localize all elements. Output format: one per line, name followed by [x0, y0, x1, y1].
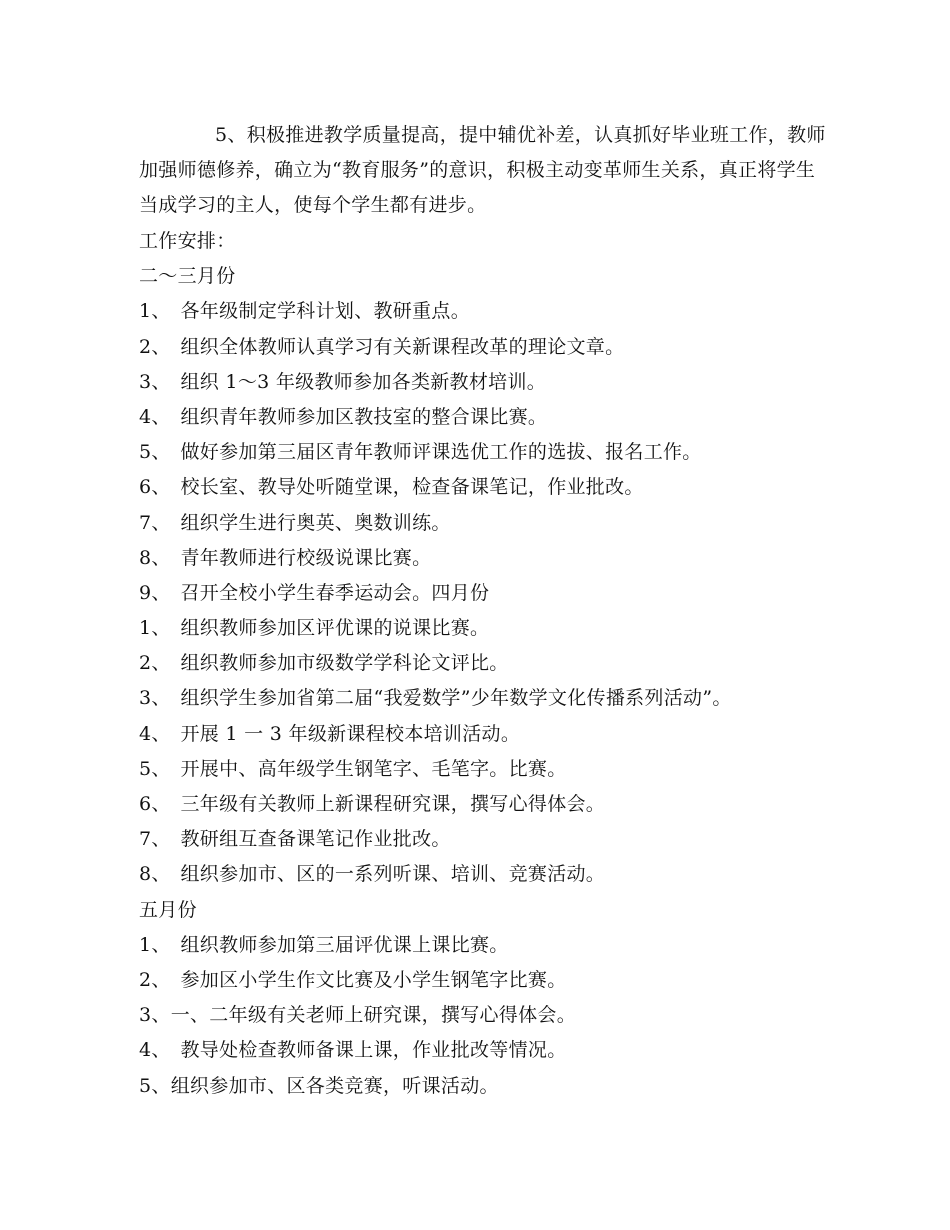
list-item: 3、 组织 1～3 年级教师参加各类新教材培训。 [139, 370, 547, 393]
schedule-list [139, 224, 879, 1104]
list-item: 8、 组织参加市、区的一系列听课、培训、竞赛活动。 [139, 863, 606, 886]
list-item: 1、 各年级制定学科计划、教研重点。 [139, 300, 470, 323]
list-item: 5、 做好参加第三届区青年教师评课选优工作的选拔、报名工作。 [139, 441, 702, 464]
list-item: 8、 青年教师进行校级说课比赛。 [139, 546, 432, 569]
list-item: 3、 组织学生参加省第二届“我爱数学”少年数学文化传播系列活动”。 [139, 687, 732, 710]
section-heading-work-arrangement: 工作安排： [139, 230, 236, 252]
list-item: 7、 组织学生进行奥英、奥数训练。 [139, 511, 451, 534]
list-item: 6、 三年级有关教师上新课程研究课，撰写心得体会。 [139, 793, 606, 815]
list-item: 2、 组织全体教师认真学习有关新课程改革的理论文章。 [139, 335, 625, 358]
list-item: 4、 教导处检查教师备课上课，作业批改等情况。 [139, 1039, 567, 1062]
list-item: 3、一、二年级有关老师上研究课，撰写心得体会。 [139, 1004, 576, 1027]
list-item: 2、 组织教师参加市级数学学科论文评比。 [139, 652, 509, 675]
section-heading-may: 五月份 [139, 898, 197, 921]
list-item: 4、 开展 1 一 3 年级新课程校本培训活动。 [139, 722, 521, 745]
list-item: 5、 开展中、高年级学生钢笔字、毛笔字。比赛。 [139, 757, 567, 780]
section-heading-feb-mar: 二～三月份 [139, 265, 236, 288]
list-item: 4、 组织青年教师参加区教技室的整合课比赛。 [139, 405, 548, 428]
intro-paragraph: 5、积极推进教学质量提高，提中辅优补差，认真抓好毕业班工作，教师加强师德修养，确立为“教育服务”的意识，积极主动变革师生关系，真正将学生当成学习的主人，使每个学生都有进步。 [139, 124, 826, 216]
list-item: 1、 组织教师参加区评优课的说课比赛。 [139, 617, 490, 640]
list-item: 7、 教研组互查备课笔记作业批改。 [139, 828, 451, 851]
list-item: 6、 校长室、教导处听随堂课，检查备课笔记，作业批改。 [139, 476, 644, 499]
list-item: 1、 组织教师参加第三届评优课上课比赛。 [139, 933, 509, 956]
list-item: 9、 召开全校小学生春季运动会。四月份 [139, 581, 490, 604]
list-item: 5、组织参加市、区各类竞赛，听课活动。 [139, 1074, 499, 1097]
list-item: 2、 参加区小学生作文比赛及小学生钢笔字比赛。 [139, 968, 567, 991]
